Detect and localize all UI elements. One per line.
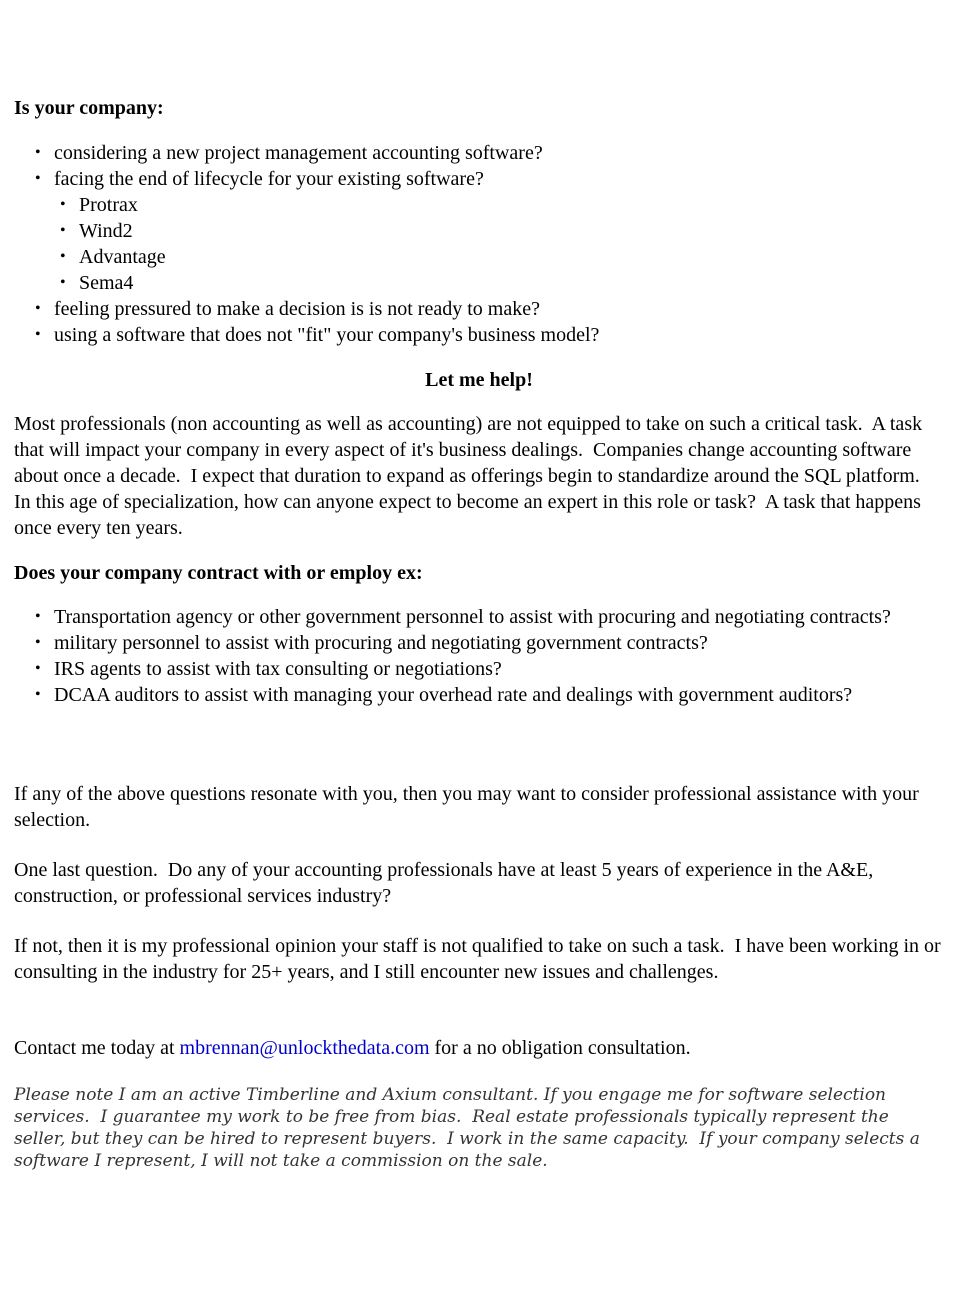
help-heading: Let me help! bbox=[425, 369, 533, 391]
list-item-text: facing the end of lifecycle for your existing software? bbox=[54, 168, 484, 190]
contract-list bbox=[14, 604, 944, 708]
contract-heading: Does your company contract with or employ ex: bbox=[14, 562, 423, 584]
list-item bbox=[14, 166, 944, 192]
contact-suffix: for a no obligation consultation. bbox=[429, 1037, 691, 1059]
company-question-list-continued bbox=[14, 296, 944, 348]
company-heading: Is your company: bbox=[14, 97, 164, 119]
software-item-protrax: • Protrax bbox=[14, 192, 944, 218]
software-item-sema4: • Sema4 bbox=[14, 270, 944, 296]
company-question-list bbox=[14, 140, 944, 192]
contact-paragraph bbox=[14, 1035, 944, 1061]
software-list bbox=[14, 192, 944, 296]
software-item-advantage: • Advantage bbox=[14, 244, 944, 270]
contact-prefix: Contact me today at bbox=[14, 1037, 180, 1059]
list-item: • Transportation agency or other government personnel to assist with procuring and negotiating contracts? bbox=[14, 604, 944, 630]
resonate-paragraph: If any of the above questions resonate with you, then you may want to consider professional assistance with your selection. bbox=[14, 783, 919, 831]
software-item-wind2: • Wind2 bbox=[14, 218, 944, 244]
list-item: • IRS agents to assist with tax consulting or negotiations? bbox=[14, 656, 944, 682]
list-item: • considering a new project management accounting software? bbox=[14, 140, 944, 166]
last-question-paragraph: One last question. Do any of your accounting professionals have at least 5 years of experience in the A&E, construction, or professional services industry? bbox=[14, 859, 874, 907]
list-item: • DCAA auditors to assist with managing your overhead rate and dealings with government auditors? bbox=[14, 682, 944, 708]
list-item: • feeling pressured to make a decision is is not ready to make? bbox=[14, 296, 944, 322]
email-link[interactable]: mbrennan@unlockthedata.com bbox=[179, 1037, 430, 1059]
disclaimer-note: Please note I am an active Timberline and Axium consultant. If you engage me for software selection services. I guarantee my work to be free from bias. Real estate professionals typically represent the seller, but they can be hired to represent buyers. I work in the same capacity. If your company selects a software I represent, I will not take a commission on the sale. bbox=[14, 1085, 920, 1171]
intro-paragraph: Most professionals (non accounting as well as accounting) are not equipped to take on such a critical task. A task that will impact your company in every aspect of it's business dealings. Companies change accounting software about once a decade. I expect that duration to expand as offerings begin to standardize around the SQL platform. In this age of specialization, how can anyone expect to become an expert in this role or task? A task that happens once every ten years. bbox=[14, 413, 930, 539]
list-item: • military personnel to assist with procuring and negotiating government contracts? bbox=[14, 630, 944, 656]
opinion-paragraph: If not, then it is my professional opinion your staff is not qualified to take on such a task. I have been working in or consulting in the industry for 25+ years, and I still encounter new issues and challenges. bbox=[14, 935, 941, 983]
list-item: • using a software that does not "fit" your company's business model? bbox=[14, 322, 944, 348]
